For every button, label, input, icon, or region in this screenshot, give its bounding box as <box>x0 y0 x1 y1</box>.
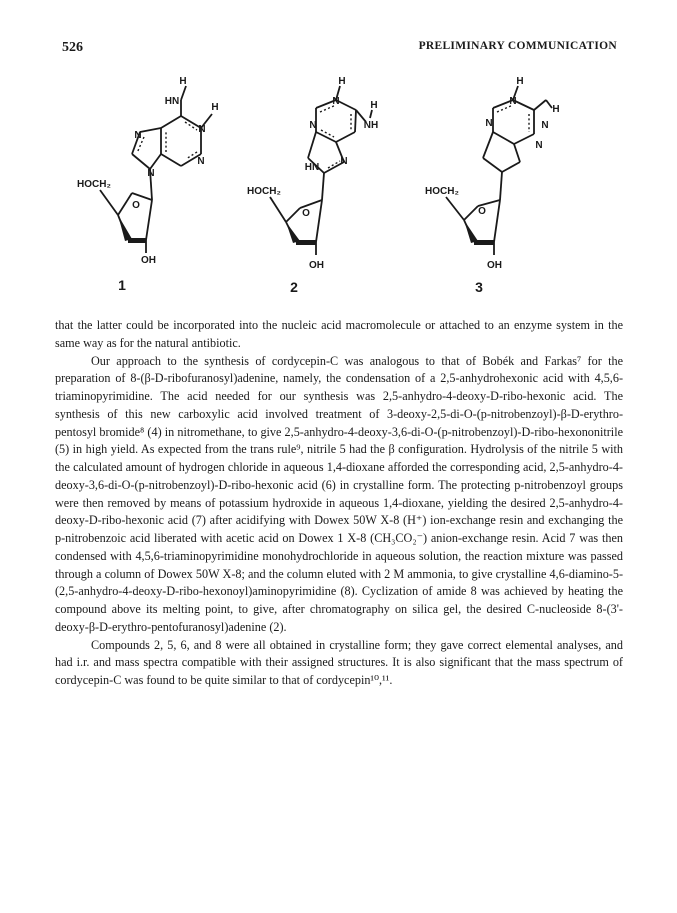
svg-text:N: N <box>197 156 205 167</box>
svg-text:HOCH₂: HOCH₂ <box>425 186 459 197</box>
svg-text:H: H <box>552 104 560 115</box>
svg-text:N: N <box>340 156 348 167</box>
svg-text:O: O <box>302 208 310 219</box>
svg-text:O: O <box>478 206 486 217</box>
svg-text:N: N <box>332 96 340 107</box>
paragraph: that the latter could be incorporated into the nucleic acid macromolecule or attached to an enzyme system in the same way as for the natural antibiotic. <box>55 318 623 350</box>
svg-text:H: H <box>179 76 187 87</box>
svg-text:H: H <box>370 100 378 111</box>
svg-text:2: 2 <box>290 279 298 295</box>
svg-text:H: H <box>211 102 219 113</box>
svg-text:HN: HN <box>164 96 180 107</box>
structure-1 <box>77 76 219 293</box>
svg-text:H: H <box>516 76 524 87</box>
running-head: PRELIMINARY COMMUNICATION <box>418 40 617 52</box>
svg-text:OH: OH <box>487 260 502 271</box>
svg-text:3: 3 <box>475 279 483 295</box>
chemical-structures-figure <box>0 70 677 300</box>
svg-text:OH: OH <box>141 255 156 266</box>
svg-text:O: O <box>132 200 140 211</box>
svg-text:HN: HN <box>304 162 320 173</box>
page-header <box>62 40 617 58</box>
body-text <box>55 317 623 690</box>
svg-text:NH: NH <box>363 120 379 131</box>
svg-text:HOCH₂: HOCH₂ <box>247 186 281 197</box>
svg-text:N: N <box>134 130 142 141</box>
svg-text:N: N <box>509 96 517 107</box>
svg-text:1: 1 <box>118 277 126 293</box>
structure-3 <box>425 76 560 295</box>
svg-text:N: N <box>198 124 206 135</box>
svg-text:N: N <box>485 118 493 129</box>
svg-text:N: N <box>535 140 543 151</box>
paragraph: Our approach to the synthesis of cordycepin-C was analogous to that of Bobék and Farkas⁷ for the preparation of 8-(β-D-ribofuranosyl)adenine, namely, the condensation of a 2,5-anhydrohexonic acid with 4,5,6-triaminopyrimidine. The acid needed for our synthesis was 2,5-anhydro-4-deoxy-D-ribo-hexonic acid. The synthesis of this new carboxylic acid involved treatment of 3-deoxy-2,5-di-O-(p-nitrobenzoyl)-β-D-erythro-pentosyl bromide⁸ (4) in nitromethane, to give 2,5-anhydro-4-deoxy-3,6-di-O-(p-nitrobenzoyl)-D-ribo-hexononitrile (5) in high yield. As expected from the trans rule⁹, nitrile 5 had the β configuration. Hydrolysis of the nitrile 5 with the calculated amount of hydrogen chloride in aqueous 1,4-dioxane afforded the corresponding acid, 2,5-anhydro-4-deoxy-3,6-di-O-(p-nitrobenzoyl)-D-ribo-hexonic acid (6) in crystalline form. The protecting p-nitrobenzoyl groups were then removed by means of potassium hydroxide in aqueous 1,4-dioxane, yielding the desired 2,5-anhydro-4-deoxy-D-ribo-hexonic acid (7) after acidifying with Dowex 50W X-8 (H⁺) ion-exchange resin and exchanging the p-nitrobenzoic acid liberated with acetic acid on Dowex 1 X-8 (CH₃CO₂⁻) anion-exchange resin. Acid 7 was then condensed with 4,5,6-triaminopyrimidine monohydrochloride in aqueous solution, the reaction mixture was passed through a column of Dowex 50W X-8; and the column eluted with 2 M ammonia, to give crystalline 4,6-diamino-5-(2,5-anhydro-4-deoxy-D-ribo-hexonoyl)aminopyrimidine (8). Cyclization of amide 8 was achieved by heating the compound above its melting point, to give, after chromatography on silica gel, the desired C-nucleoside 8-(3'-deoxy-β-D-erythro-pentofuranosyl)adenine (2). <box>55 353 623 634</box>
page-number: 526 <box>62 40 83 55</box>
paragraph: Compounds 2, 5, 6, and 8 were all obtained in crystalline form; they gave correct elemental analyses, and had i.r. and mass spectra compatible with their assigned structures. It is also significant that the mass spectrum of cordycepin-C was found to be quite similar to that of cordycepin¹⁰,¹¹. <box>55 637 623 687</box>
svg-text:N: N <box>541 120 549 131</box>
svg-text:N: N <box>147 168 155 179</box>
svg-text:H: H <box>338 76 346 87</box>
svg-text:N: N <box>309 120 317 131</box>
svg-text:OH: OH <box>309 260 324 271</box>
structure-2 <box>247 76 378 295</box>
svg-text:HOCH₂: HOCH₂ <box>77 179 111 190</box>
